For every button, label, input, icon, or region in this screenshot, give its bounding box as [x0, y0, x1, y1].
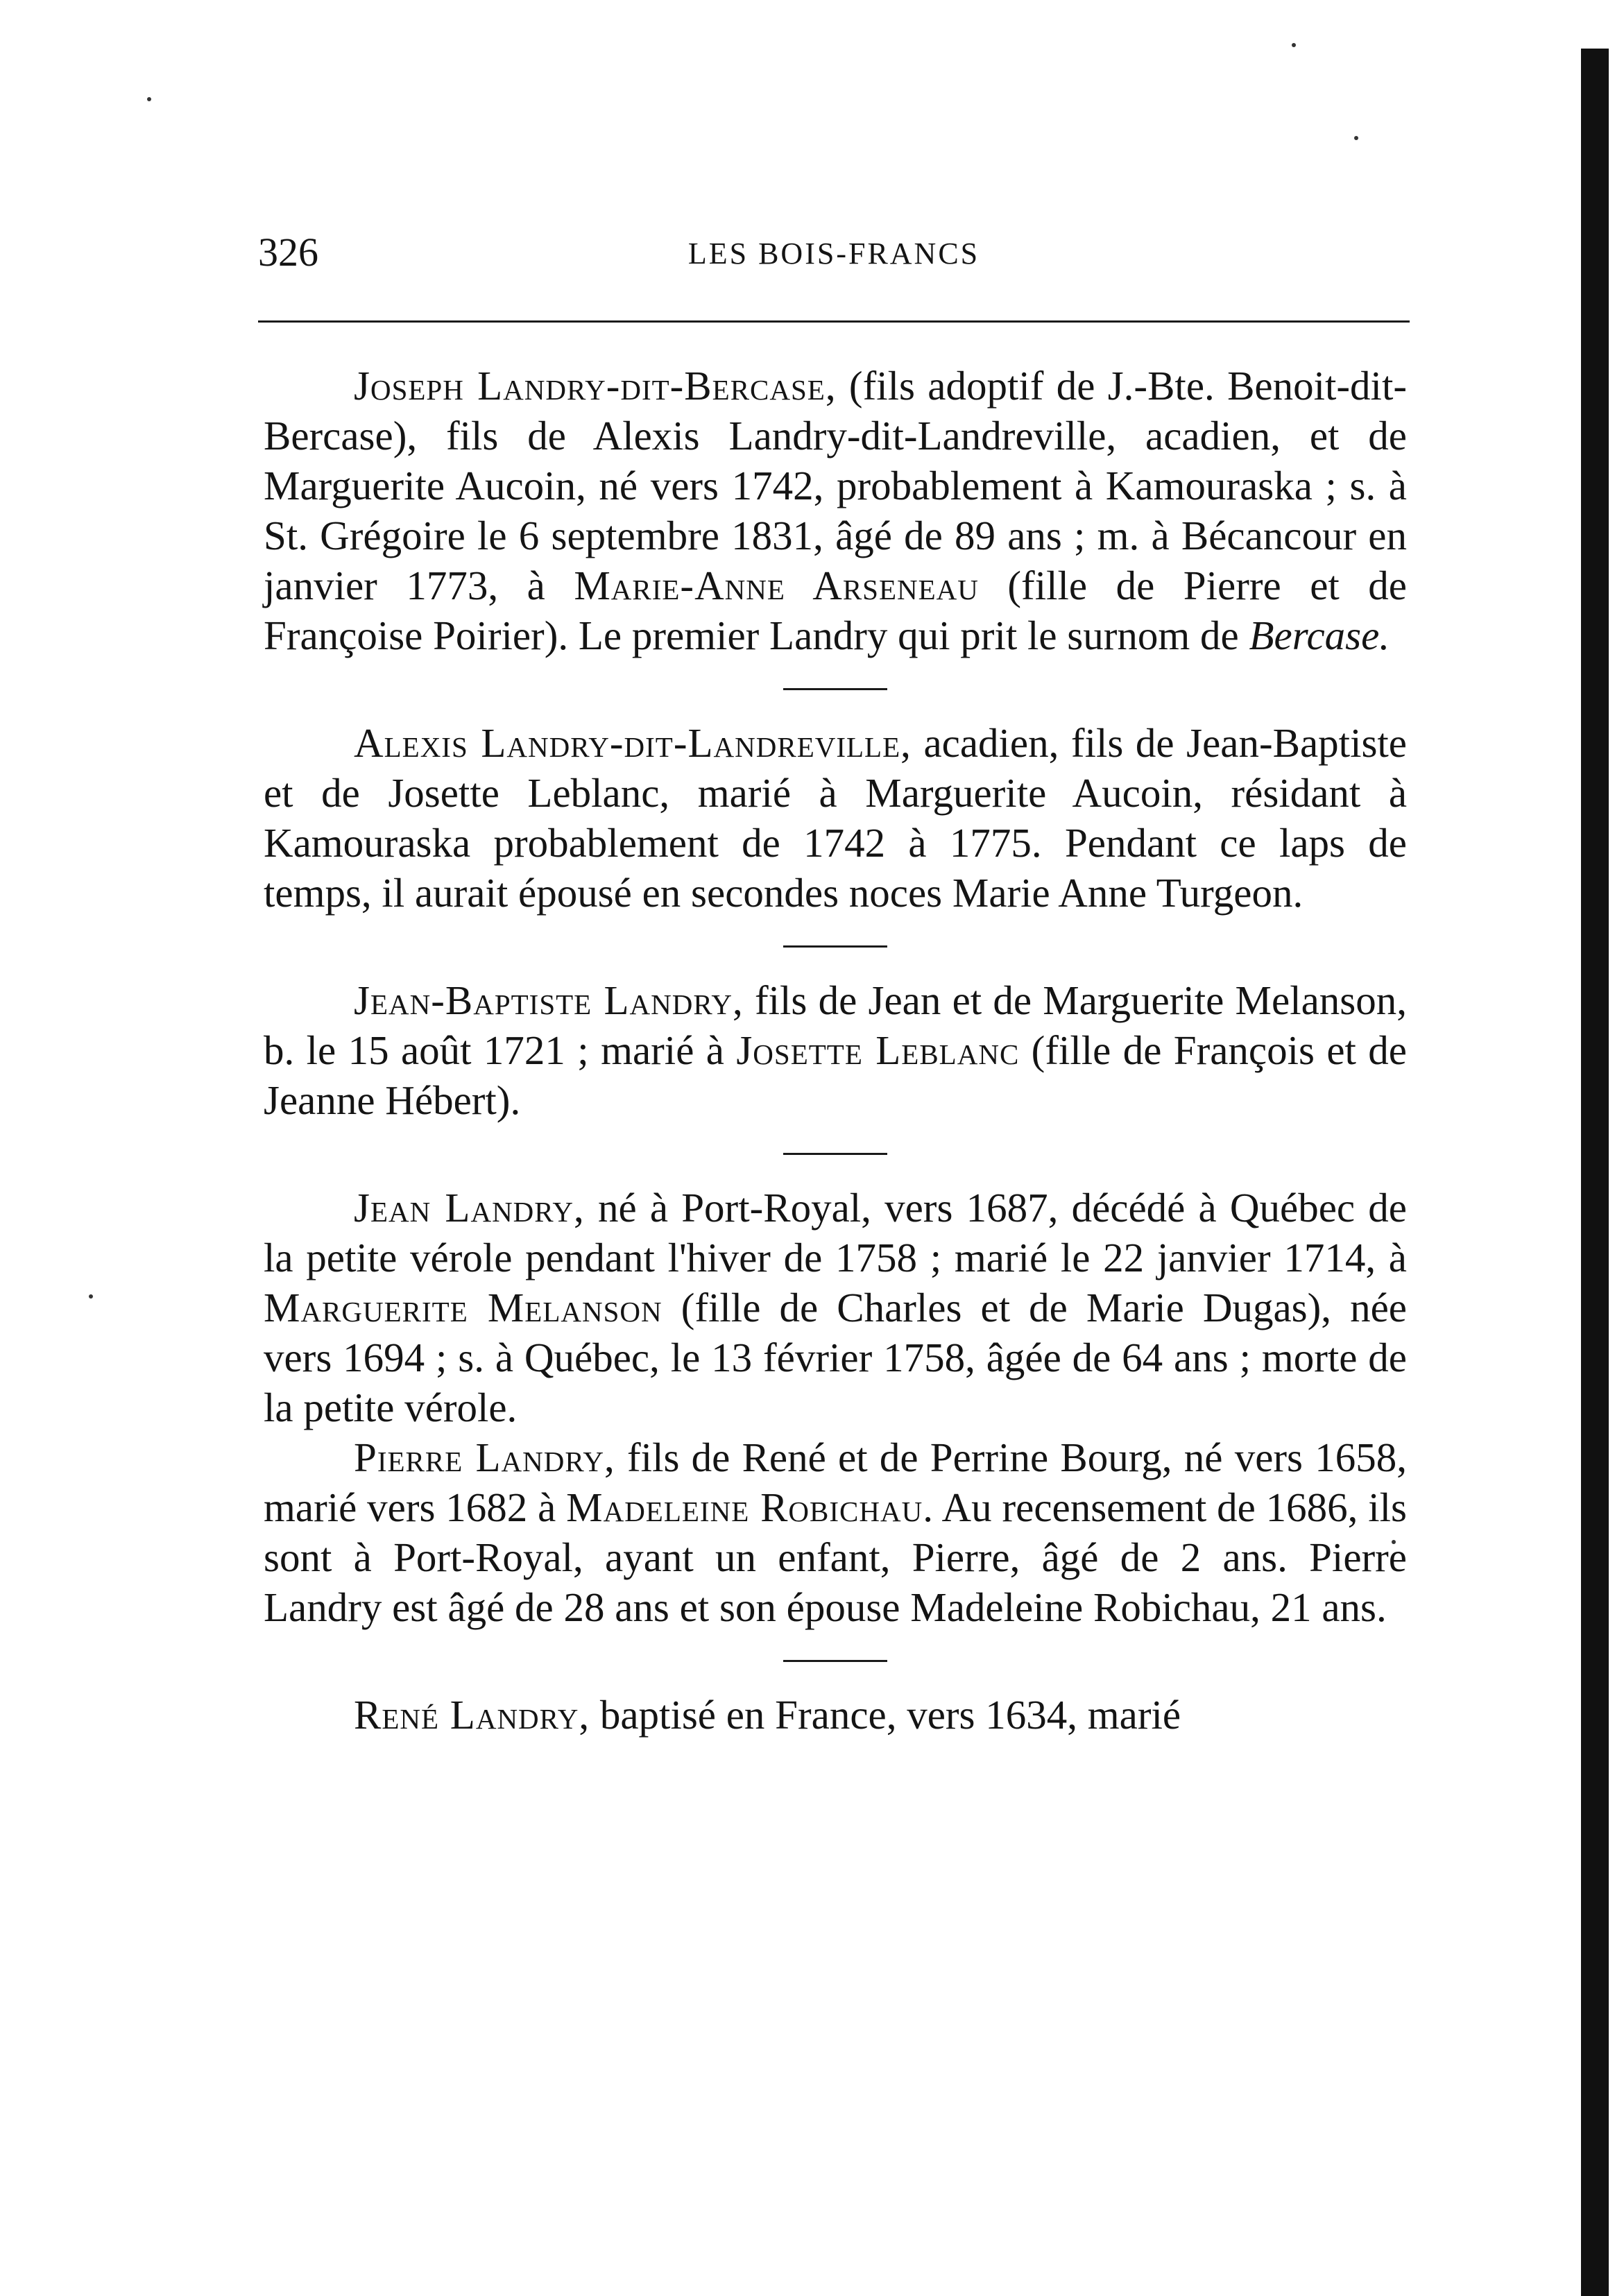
binding-edge-shadow	[1581, 49, 1609, 2296]
genealogy-entries	[264, 361, 1407, 1740]
entry-pierre-landry	[264, 1432, 1407, 1632]
entry-separator	[783, 1153, 887, 1155]
entry-text: baptisé en France, vers 1634, marié	[590, 1692, 1181, 1738]
entry-separator	[783, 1660, 887, 1662]
entry-alexis-landry	[264, 718, 1407, 918]
entry-name: Pierre Landry,	[354, 1434, 615, 1480]
entry-name: Jean-Baptiste Landry,	[354, 977, 744, 1023]
spouse-name: Madeleine Robichau.	[566, 1484, 934, 1530]
entry-text: né à Port-Royal, vers 1687, décédé à Québec de la petite vérole pendant l'hiver de 1758 ; marié le 22 janvier 1714, à	[264, 1185, 1407, 1280]
print-speck	[1292, 43, 1296, 47]
entry-separator	[783, 945, 887, 948]
entry-joseph-landry	[264, 361, 1407, 660]
entry-text: Au recensement de 1686, ils sont à Port-Royal, ayant un enfant, Pierre, âgé de 2 ans. Pierre Landry est âgé de 28 ans et son épouse Madeleine Robichau, 21 ans.	[264, 1484, 1407, 1630]
entry-text: acadien, fils de Jean-Baptiste et de Josette Leblanc, marié à Marguerite Aucoin, résidant à Kamouraska probablement de 1742 à 1775. Pendant ce laps de temps, il aurait épousé en secondes noces Marie Anne Turgeon.	[264, 720, 1407, 916]
entry-jean-baptiste-landry	[264, 975, 1407, 1125]
spouse-name: Josette Leblanc	[736, 1027, 1020, 1073]
print-speck	[89, 1294, 93, 1299]
entry-name: Joseph Landry-dit-Bercase,	[354, 363, 837, 409]
spouse-name: Marguerite Melanson	[264, 1285, 663, 1330]
entry-text: fils de Jean et de Marguerite Melanson, b. le 15 août 1721 ; marié à	[264, 977, 1407, 1073]
entry-jean-landry	[264, 1183, 1407, 1432]
entry-text: (fille de François et de Jeanne Hébert).	[264, 1027, 1407, 1123]
entry-text: (fille de Charles et de Marie Dugas), née vers 1694 ; s. à Québec, le 13 février 1758, âgée de 64 ans ; morte de la petite vérole.	[264, 1285, 1407, 1430]
surname-italic: Bercase.	[1249, 612, 1390, 658]
entry-rene-landry	[264, 1690, 1407, 1740]
entry-text: (fille de Pierre et de Françoise Poirier). Le premier Landry qui prit le surnom de	[264, 563, 1407, 658]
page-header	[258, 221, 1410, 283]
print-speck	[1354, 136, 1358, 140]
page-number: 326	[258, 230, 318, 275]
entry-name: Jean Landry,	[354, 1185, 585, 1231]
entry-name: Alexis Landry-dit-Landreville,	[354, 720, 912, 766]
entry-text: (fils adoptif de J.-Bte. Benoit-dit-Bercase), fils de Alexis Landry-dit-Landreville, acadien, et de Marguerite Aucoin, né vers 1742, probablement à Kamouraska ; s. à St. Grégoire le 6 septembre 1831, âgé de 89 ans ; m. à Bécancour en janvier 1773, à	[264, 363, 1407, 608]
entry-text: fils de René et de Perrine Bourg, né vers 1658, marié vers 1682 à	[264, 1434, 1407, 1530]
entry-separator	[783, 688, 887, 690]
header-rule	[258, 320, 1410, 323]
spouse-name: Marie-Anne Arseneau	[574, 563, 979, 608]
entry-name: René Landry,	[354, 1692, 590, 1738]
running-title: LES BOIS-FRANCS	[687, 237, 980, 271]
print-speck	[147, 97, 151, 101]
